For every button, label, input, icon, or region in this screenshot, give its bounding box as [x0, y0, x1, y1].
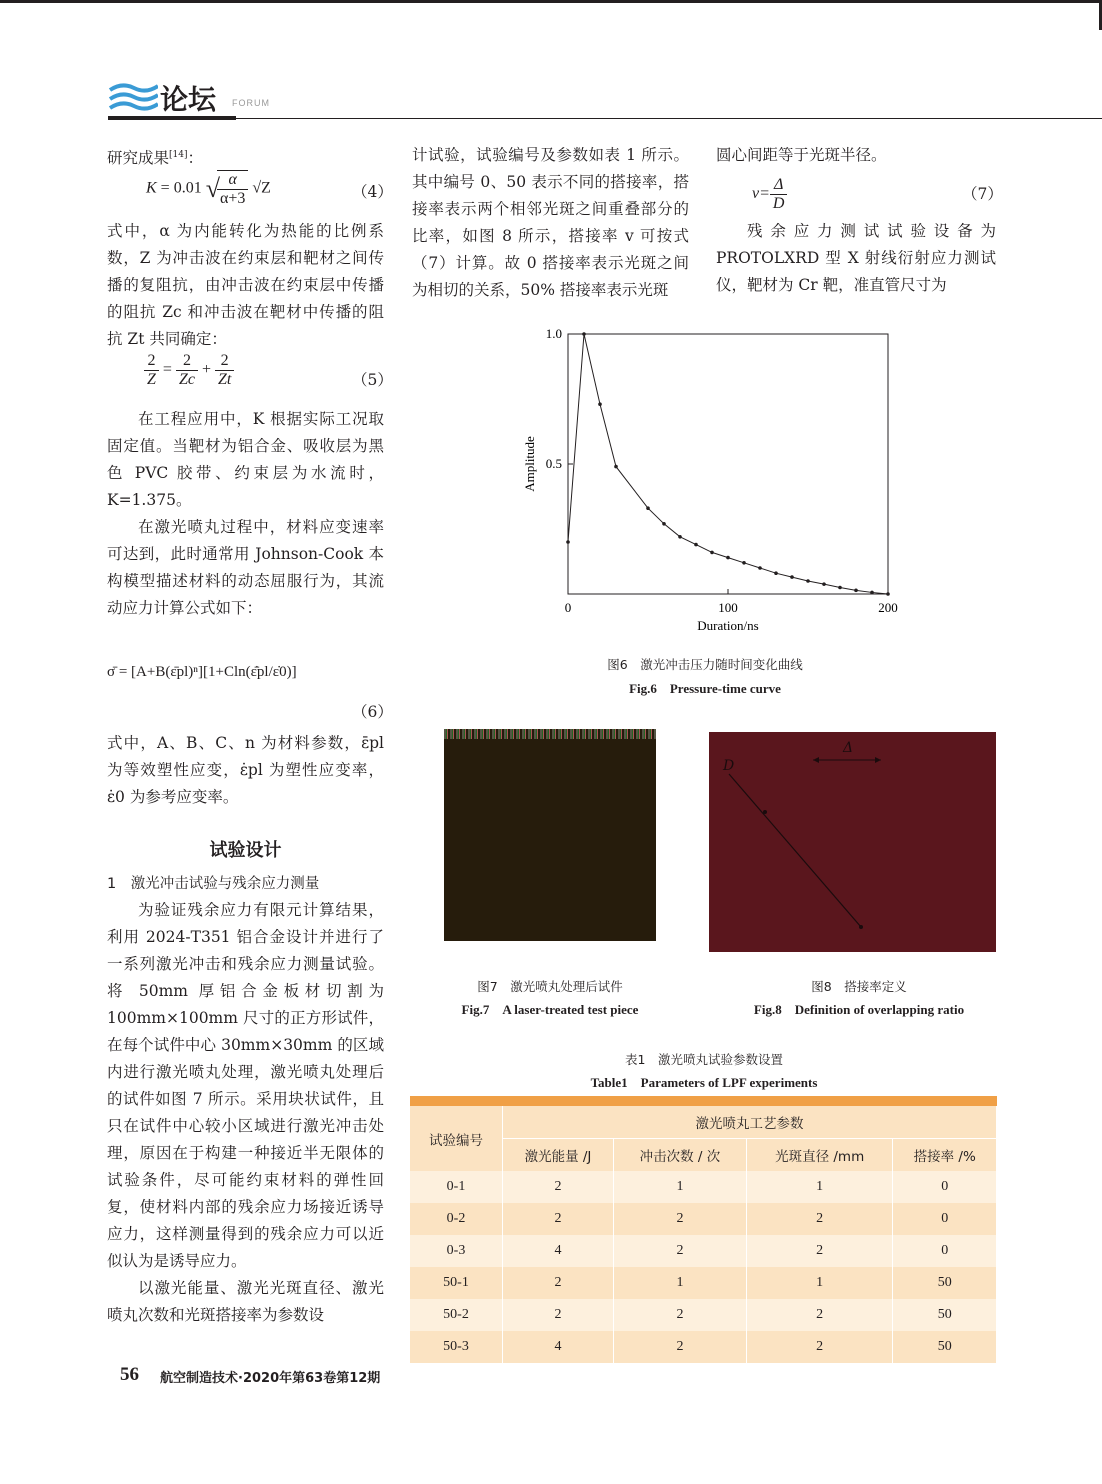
- fig8-caption-en: Fig.8 Definition of overlapping ratio: [753, 1002, 965, 1017]
- data-point: [694, 543, 698, 547]
- data-point: [582, 332, 586, 336]
- table-cell: 2: [613, 1203, 746, 1235]
- col1-p0: 研究成果[14]：: [107, 149, 204, 168]
- data-point: [726, 556, 730, 560]
- table-cell: 50-3: [410, 1331, 503, 1363]
- fig8-image: [709, 732, 996, 952]
- table-cell: 0: [893, 1203, 997, 1235]
- equation-6: σ̄ = [A+B(ε̄pl)ⁿ][1+Cln(ε̄̇pl/ε̇0)]: [107, 664, 297, 680]
- table1-header-3: 搭接率 /%: [893, 1139, 997, 1172]
- column-3: [716, 142, 996, 169]
- fig7-image: [444, 729, 656, 941]
- table-row: [410, 1299, 997, 1331]
- table-cell: 2: [746, 1235, 892, 1267]
- data-point: [662, 522, 666, 526]
- table1-col0: 试验编号: [410, 1106, 503, 1171]
- data-point: [710, 551, 714, 555]
- table-cell: 50: [893, 1267, 997, 1299]
- col3-p2: 残余应力测试试验设备为 PROTOLXRD 型 X 射线衍射应力测试仪，靶材为 Cr 靶，准直管尺寸为: [716, 222, 996, 294]
- header-brand-en: FORUM: [232, 98, 270, 108]
- data-point: [566, 540, 570, 544]
- data-point: [758, 566, 762, 570]
- table-cell: 2: [613, 1299, 746, 1331]
- header: [108, 78, 1102, 128]
- col1-p6: 以激光能量、激光光斑直径、激光喷丸次数和光斑搭接率为参数设: [107, 1279, 384, 1324]
- header-brand: 论坛: [160, 83, 217, 116]
- table-cell: 50-1: [410, 1267, 503, 1299]
- data-point: [822, 582, 826, 586]
- table-cell: 1: [613, 1171, 746, 1203]
- col1-p3: 在激光喷丸过程中，材料应变速率可达到，此时通常用 Johnson-Cook 本构模型描述材料的动态屈服行为，其流动应力计算公式如下：: [107, 518, 384, 617]
- data-point: [790, 575, 794, 579]
- eq7-number: （7）: [962, 185, 1003, 203]
- data-point: [806, 579, 810, 583]
- fig8-caption-zh: 图8 搭接率定义: [811, 979, 907, 994]
- data-point: [678, 535, 682, 539]
- fig7-caption-en: Fig.7 A laser-treated test piece: [461, 1002, 639, 1017]
- table-cell: 2: [503, 1203, 614, 1235]
- fig6-caption-zh: 图6 激光冲击压力随时间变化曲线: [607, 657, 803, 672]
- table1-title-zh: 表1 激光喷丸试验参数设置: [625, 1052, 783, 1067]
- table-cell: 2: [613, 1331, 746, 1363]
- x-axis-label: Duration/ns: [697, 618, 759, 633]
- column-1-b: [107, 218, 384, 353]
- table-cell: 4: [503, 1331, 614, 1363]
- data-point: [838, 586, 842, 590]
- plot-frame: [568, 334, 888, 594]
- table-row: [410, 1235, 997, 1267]
- table-cell: 0-1: [410, 1171, 503, 1203]
- x-tick-label: 100: [718, 600, 738, 615]
- fig8-label-delta: Δ: [843, 740, 854, 756]
- table-cell: 2: [613, 1235, 746, 1267]
- table1: [410, 1096, 997, 1363]
- data-point: [614, 465, 618, 469]
- table-cell: 1: [746, 1267, 892, 1299]
- data-point: [886, 592, 890, 596]
- table-cell: 2: [503, 1171, 614, 1203]
- table1-top-bar: [410, 1096, 997, 1106]
- data-point: [854, 589, 858, 593]
- col3-p1: 圆心间距等于光斑半径。: [716, 146, 887, 164]
- table-cell: 0: [893, 1171, 997, 1203]
- data-point: [774, 571, 778, 575]
- header-rule-thick: [108, 116, 236, 120]
- eq5-number: （5）: [352, 371, 393, 389]
- y-tick-label: 0.5: [545, 456, 562, 471]
- column-1-e: [107, 897, 384, 1329]
- table1-group: 激光喷丸工艺参数: [503, 1106, 997, 1139]
- table-cell: 2: [746, 1331, 892, 1363]
- table-cell: 2: [746, 1203, 892, 1235]
- equation-4: K = 0.01 √ $\frac{\alpha}{\alpha+3}$ √Z: [146, 171, 271, 207]
- x-tick-label: 0: [564, 600, 572, 615]
- column-3-b: [716, 218, 996, 299]
- equation-5: $\frac{2}{Z}$ = $\frac{2}{Zc}$ + $\frac{2}{Zt}$: [144, 352, 234, 389]
- table-row: [410, 1267, 997, 1299]
- footer-page: 56: [120, 1364, 139, 1385]
- table-cell: 0: [893, 1235, 997, 1267]
- table1-title-en: Table1 Parameters of LPF experiments: [590, 1075, 818, 1090]
- table-cell: 50: [893, 1299, 997, 1331]
- fig7-caption-zh: 图7 激光喷丸处理后试件: [477, 979, 623, 994]
- data-point: [742, 561, 746, 565]
- fig8-label-d: D: [723, 758, 735, 774]
- series-line: [568, 334, 888, 594]
- fig6-caption-en: Fig.6 Pressure-time curve: [629, 681, 781, 696]
- table-row: [410, 1171, 997, 1203]
- y-tick-label: 1.0: [545, 326, 562, 341]
- table-cell: 50: [893, 1331, 997, 1363]
- table-cell: 50-2: [410, 1299, 503, 1331]
- eq4-number: （4）: [352, 183, 393, 201]
- table-row: [410, 1331, 997, 1363]
- col2-p1: 计试验，试验编号及参数如表 1 所示。其中编号 0、50 表示不同的搭接率，搭接率表示两个相邻光斑之间重叠部分的比率，如图 8 所示，搭接率 v 可按式（7）计算。故 0 搭接率表示光斑之间为相切的关系，50% 搭接率表示光斑: [412, 146, 689, 299]
- section-title: 试验设计: [209, 840, 282, 861]
- table-cell: 2: [746, 1299, 892, 1331]
- column-2: [412, 142, 689, 304]
- table1-header-1: 冲击次数 / 次: [613, 1139, 746, 1172]
- col1-p2: 在工程应用中，K 根据实际工况取固定值。当靶材为铝合金、吸收层为黑色 PVC 胶带、约束层为水流时，K=1.375。: [107, 410, 384, 509]
- table-cell: 1: [746, 1171, 892, 1203]
- subsection-title: 1 激光冲击试验与残余应力测量: [107, 876, 320, 892]
- col1-p4: 式中，A、B、C、n 为材料参数，ε̄pl 为等效塑性应变，ε̇pl 为塑性应变率，ε̇0 为参考应变率。: [107, 734, 384, 806]
- column-1: [107, 142, 384, 172]
- table-cell: 0-2: [410, 1203, 503, 1235]
- figure-6-chart: [500, 318, 920, 638]
- col1-p5: 为验证残余应力有限元计算结果，利用 2024-T351 铝合金设计并进行了一系列激光冲击和残余应力测量试验。将 50mm 厚铝合金板材切割为 100mm×100mm 尺寸的正方形试件，在每个试件中心 30mm×30mm 的区域内进行激光喷丸处理，激光喷丸处理后的试件如图 7 所示。采用块状试件，且只在试件中心较小区域进行激光冲击处理，原因在于构建一种接近半无限体的试验条件，尽可能约束材料的弹性回复，使材料内部的残余应力场接近诱导应力，这样测量得到的残余应力可以近似认为是诱导应力。: [107, 901, 384, 1270]
- x-tick-label: 200: [878, 600, 898, 615]
- footer-journal: 航空制造技术·2020年第63卷第12期: [160, 1371, 381, 1386]
- table-cell: 0-3: [410, 1235, 503, 1267]
- data-point: [646, 506, 650, 510]
- table1-header-0: 激光能量 /J: [503, 1139, 614, 1172]
- wave-logo-icon: [108, 80, 158, 116]
- data-point: [870, 591, 874, 595]
- header-rule-thin: [236, 118, 1102, 119]
- eq6-number: （6）: [352, 703, 393, 721]
- fig7-noise-strip: [444, 729, 656, 739]
- fig8-diagram: [709, 732, 996, 952]
- top-rule: [0, 0, 1102, 3]
- table-cell: 4: [503, 1235, 614, 1267]
- column-1-c: [107, 406, 384, 622]
- y-axis-label: Amplitude: [522, 436, 537, 492]
- table-cell: 2: [503, 1299, 614, 1331]
- table-row: [410, 1203, 997, 1235]
- table-cell: 1: [613, 1267, 746, 1299]
- equation-7: v= $\frac{\Delta}{D}$: [752, 176, 787, 213]
- column-1-d: [107, 730, 384, 811]
- table-cell: 2: [503, 1267, 614, 1299]
- col1-p1: 式中，α 为内能转化为热能的比例系数，Z 为冲击波在约束层和靶材之间传播的复阻抗，由冲击波在约束层中传播的阻抗 Zc 和冲击波在靶材中传播的阻抗 Zt 共同确定：: [107, 222, 384, 348]
- data-point: [598, 402, 602, 406]
- table1-header-2: 光斑直径 /mm: [746, 1139, 892, 1172]
